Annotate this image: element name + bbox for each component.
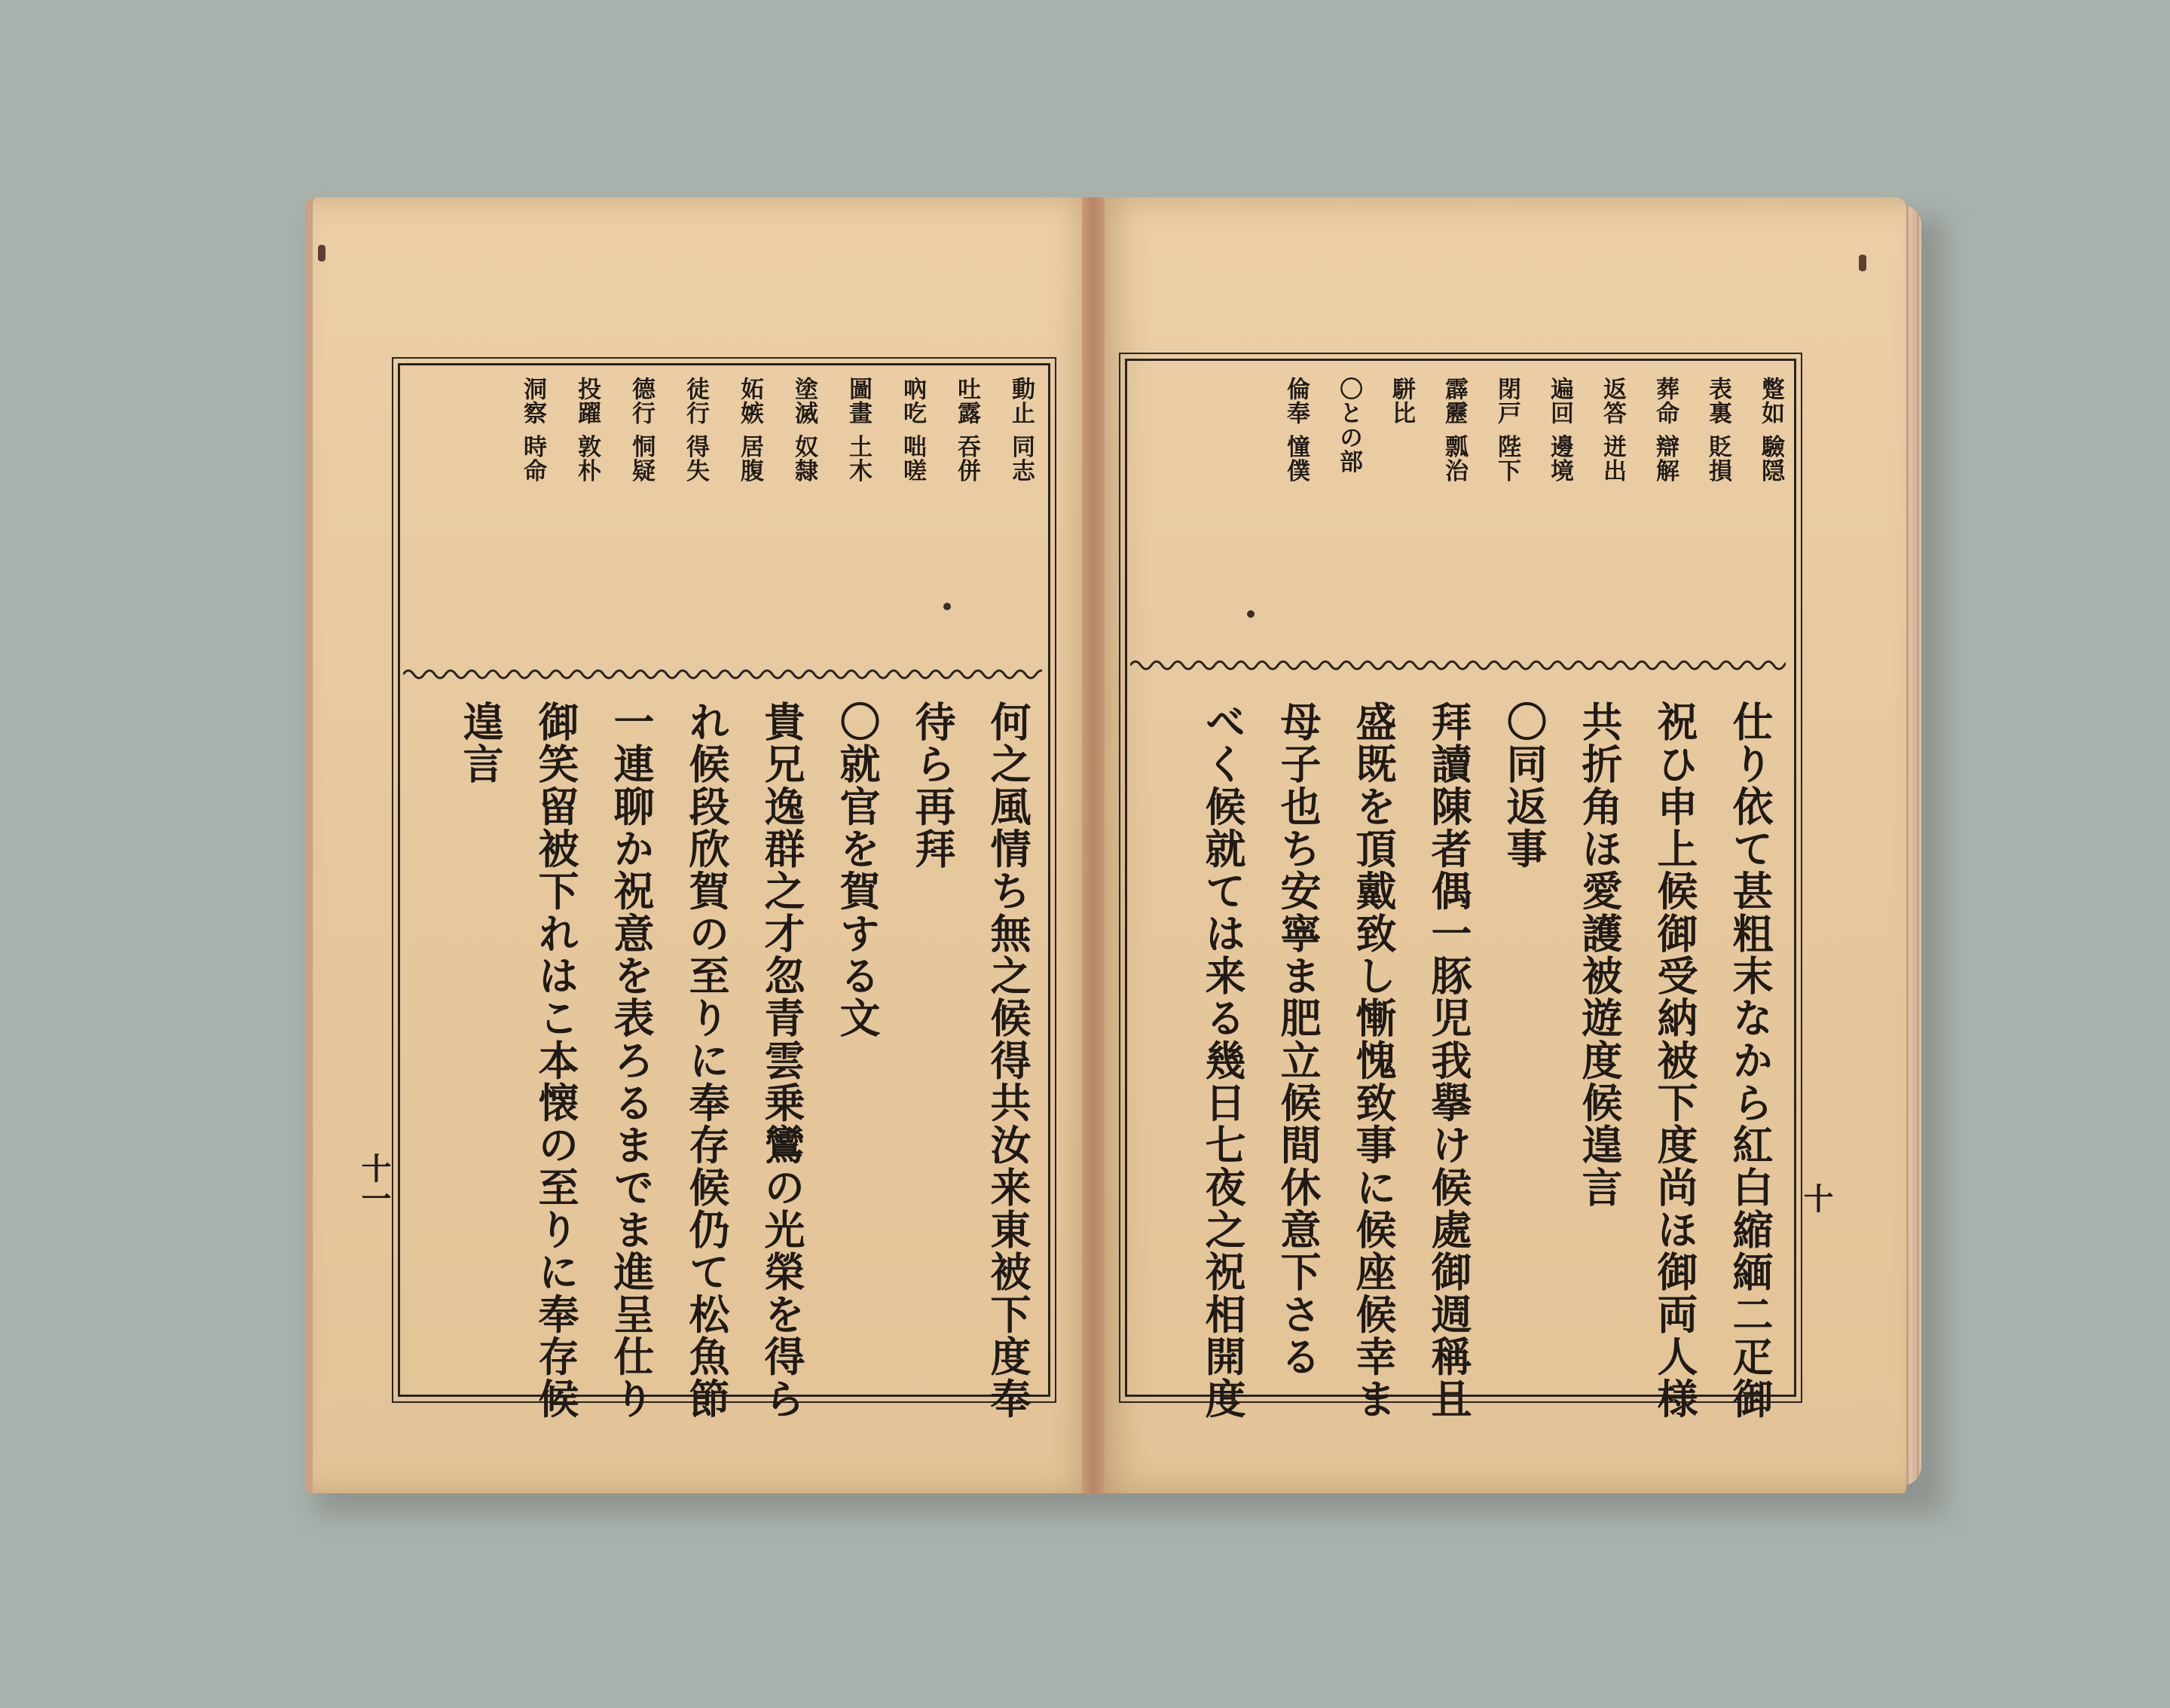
right-glossary (1255, 377, 1782, 671)
section-heading: 〇同返事 (1500, 701, 1548, 870)
glossary-entry: 投躍 敦朴 (573, 377, 601, 483)
left-glossary (414, 377, 1035, 671)
print-speck (943, 603, 951, 610)
glossary-entry: 塗滅 奴隸 (790, 377, 818, 483)
left-folio: 十一 (356, 1153, 392, 1213)
right-body-text (1153, 701, 1774, 1420)
glossary-entry: 吐露 吞併 (953, 377, 980, 483)
glossary-entry: 動止 同志 (1007, 377, 1035, 483)
glossary-entry: 徒行 得失 (682, 377, 709, 483)
body-line: 共折角ほ愛護被遊度候遑言 (1576, 701, 1624, 1208)
glossary-entry: 葬命 辯解 (1652, 377, 1679, 483)
glossary-entry: 閉戸 陛下 (1493, 377, 1521, 483)
binding-mark (1859, 255, 1866, 271)
body-line: 遑言 (457, 701, 505, 786)
body-line: 祝ひ申上候御受納被下度尚ほ御両人様 (1651, 701, 1699, 1420)
binding-mark (318, 245, 326, 261)
glossary-entry: 遍回 邊境 (1546, 377, 1573, 483)
glossary-entry: 駢比 (1388, 377, 1415, 426)
glossary-entry: 吶吃 咄嗟 (899, 377, 926, 483)
section-heading: 〇就官を賀する文 (833, 701, 882, 1040)
glossary-section-heading: 〇との部 (1335, 377, 1362, 474)
glossary-entry: 德行 恫疑 (628, 377, 655, 483)
body-line: 盛既を頂戴致し慚愧致事に候座候幸ま (1349, 701, 1398, 1420)
glossary-entry: 蹩如 驗隠 (1757, 377, 1784, 483)
right-folio: 十 (1799, 1183, 1834, 1213)
body-line: れ候段欣賀の至りに奉存候仍て松魚節 (683, 701, 731, 1420)
body-line: 母子也ち安寧ま肥立候間休意下さる (1274, 701, 1322, 1378)
book-gutter (1082, 197, 1105, 1493)
print-speck (1247, 610, 1255, 618)
body-line: 待ら再拜 (909, 701, 957, 870)
body-line: 一連聊か祝意を表ろるまでま進呈仕り (607, 701, 656, 1420)
body-line: 貴兄逸群之才忽青雲乗鸞の光榮を得ら (758, 701, 806, 1420)
body-line: 何之風情ち無之候得共汝来東被下度奉 (984, 701, 1032, 1420)
glossary-entry: 洞察 時命 (519, 377, 546, 483)
left-body-text (418, 701, 1032, 1420)
glossary-entry: 表裏 貶損 (1704, 377, 1731, 483)
body-line: 仕り依て甚粗末なから紅白縮緬二疋御 (1726, 701, 1774, 1420)
body-line: 御笑留被下れはこ本懐の至りに奉存候 (532, 701, 580, 1420)
glossary-entry: 霹靂 瓢治 (1441, 377, 1468, 483)
body-line: 拜讀陳者偶一豚児我擧け候處御週稱且 (1425, 701, 1473, 1420)
glossary-entry: 倫奉 憧僕 (1282, 377, 1310, 483)
glossary-entry: 圖畫 土木 (845, 377, 872, 483)
glossary-entry: 妬嫉 居腹 (736, 377, 763, 483)
body-line: べく候就ては来る幾日七夜之祝相開度 (1199, 701, 1247, 1420)
glossary-entry: 返答 迸出 (1599, 377, 1626, 483)
